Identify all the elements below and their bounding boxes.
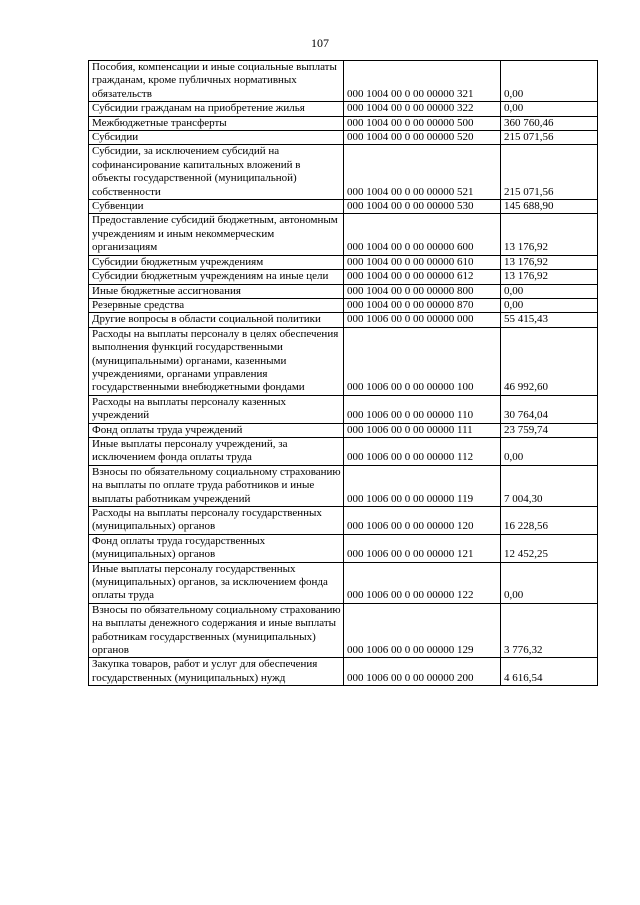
amount-cell: 215 071,56 xyxy=(501,145,598,200)
table-row xyxy=(89,131,598,145)
expense-name-cell: Расходы на выплаты персоналу государственных (муниципальных) органов xyxy=(89,507,344,535)
budget-table xyxy=(88,60,598,686)
expense-name-cell: Взносы по обязательному социальному страхованию на выплаты денежного содержания и иные выплаты работникам государственных (муниципальных) органов xyxy=(89,603,344,658)
budget-code-cell: 000 1004 00 0 00 00000 610 xyxy=(344,255,501,269)
table-row xyxy=(89,562,598,603)
amount-cell: 3 776,32 xyxy=(501,603,598,658)
amount-cell: 46 992,60 xyxy=(501,327,598,395)
budget-code-cell: 000 1006 00 0 00 00000 129 xyxy=(344,603,501,658)
budget-code-cell: 000 1006 00 0 00 00000 122 xyxy=(344,562,501,603)
amount-cell: 7 004,30 xyxy=(501,465,598,506)
amount-cell: 0,00 xyxy=(501,437,598,465)
amount-cell: 4 616,54 xyxy=(501,658,598,686)
expense-name-cell: Иные выплаты персоналу учреждений, за исключением фонда оплаты труда xyxy=(89,437,344,465)
expense-name-cell: Предоставление субсидий бюджетным, автономным учреждениям и иным некоммерческим организациям xyxy=(89,214,344,255)
amount-cell: 12 452,25 xyxy=(501,534,598,562)
budget-code-cell: 000 1004 00 0 00 00000 322 xyxy=(344,102,501,116)
amount-cell: 215 071,56 xyxy=(501,131,598,145)
budget-code-cell: 000 1004 00 0 00 00000 870 xyxy=(344,298,501,312)
expense-name-cell: Расходы на выплаты персоналу казенных учреждений xyxy=(89,395,344,423)
table-row xyxy=(89,507,598,535)
table-row xyxy=(89,603,598,658)
budget-code-cell: 000 1006 00 0 00 00000 000 xyxy=(344,313,501,327)
amount-cell: 13 176,92 xyxy=(501,255,598,269)
expense-name-cell: Фонд оплаты труда государственных (муниципальных) органов xyxy=(89,534,344,562)
table-row xyxy=(89,284,598,298)
expense-name-cell: Фонд оплаты труда учреждений xyxy=(89,423,344,437)
expense-name-cell: Субсидии xyxy=(89,131,344,145)
expense-name-cell: Закупка товаров, работ и услуг для обеспечения государственных (муниципальных) нужд xyxy=(89,658,344,686)
expense-name-cell: Субсидии бюджетным учреждениям xyxy=(89,255,344,269)
table-row xyxy=(89,465,598,506)
budget-code-cell: 000 1006 00 0 00 00000 119 xyxy=(344,465,501,506)
budget-code-cell: 000 1006 00 0 00 00000 120 xyxy=(344,507,501,535)
amount-cell: 16 228,56 xyxy=(501,507,598,535)
table-row xyxy=(89,116,598,130)
expense-name-cell: Другие вопросы в области социальной политики xyxy=(89,313,344,327)
expense-name-cell: Резервные средства xyxy=(89,298,344,312)
table-row xyxy=(89,658,598,686)
amount-cell: 0,00 xyxy=(501,562,598,603)
amount-cell: 0,00 xyxy=(501,284,598,298)
amount-cell: 360 760,46 xyxy=(501,116,598,130)
expense-name-cell: Иные бюджетные ассигнования xyxy=(89,284,344,298)
table-row xyxy=(89,214,598,255)
table-row xyxy=(89,437,598,465)
amount-cell: 0,00 xyxy=(501,102,598,116)
amount-cell: 13 176,92 xyxy=(501,214,598,255)
budget-code-cell: 000 1006 00 0 00 00000 200 xyxy=(344,658,501,686)
budget-code-cell: 000 1004 00 0 00 00000 600 xyxy=(344,214,501,255)
budget-code-cell: 000 1006 00 0 00 00000 121 xyxy=(344,534,501,562)
table-row xyxy=(89,327,598,395)
expense-name-cell: Субсидии бюджетным учреждениям на иные цели xyxy=(89,270,344,284)
page-number: 107 xyxy=(311,36,329,50)
budget-code-cell: 000 1004 00 0 00 00000 520 xyxy=(344,131,501,145)
amount-cell: 23 759,74 xyxy=(501,423,598,437)
budget-code-cell: 000 1004 00 0 00 00000 800 xyxy=(344,284,501,298)
table-row xyxy=(89,145,598,200)
table-row xyxy=(89,298,598,312)
table-row xyxy=(89,270,598,284)
expense-name-cell: Субсидии гражданам на приобретение жилья xyxy=(89,102,344,116)
expense-name-cell: Субвенции xyxy=(89,200,344,214)
table-row xyxy=(89,61,598,102)
table-row xyxy=(89,534,598,562)
expense-name-cell: Иные выплаты персоналу государственных (муниципальных) органов, за исключением фонда оплаты труда xyxy=(89,562,344,603)
budget-code-cell: 000 1006 00 0 00 00000 112 xyxy=(344,437,501,465)
budget-code-cell: 000 1004 00 0 00 00000 530 xyxy=(344,200,501,214)
budget-code-cell: 000 1006 00 0 00 00000 110 xyxy=(344,395,501,423)
expense-name-cell: Взносы по обязательному социальному страхованию на выплаты по оплате труда работников и иные выплаты работникам учреждений xyxy=(89,465,344,506)
table-row xyxy=(89,423,598,437)
expense-name-cell: Субсидии, за исключением субсидий на софинансирование капитальных вложений в объекты государственной (муниципальной) собственности xyxy=(89,145,344,200)
amount-cell: 145 688,90 xyxy=(501,200,598,214)
budget-table-body xyxy=(89,61,598,686)
amount-cell: 30 764,04 xyxy=(501,395,598,423)
budget-code-cell: 000 1004 00 0 00 00000 500 xyxy=(344,116,501,130)
budget-code-cell: 000 1004 00 0 00 00000 321 xyxy=(344,61,501,102)
budget-code-cell: 000 1004 00 0 00 00000 612 xyxy=(344,270,501,284)
amount-cell: 13 176,92 xyxy=(501,270,598,284)
amount-cell: 0,00 xyxy=(501,298,598,312)
amount-cell: 55 415,43 xyxy=(501,313,598,327)
expense-name-cell: Расходы на выплаты персоналу в целях обеспечения выполнения функций государственными (муниципальными) органами, казенными учреждениями, органами управления государственными внебюджетными фондами xyxy=(89,327,344,395)
expense-name-cell: Пособия, компенсации и иные социальные выплаты гражданам, кроме публичных нормативных обязательств xyxy=(89,61,344,102)
table-row xyxy=(89,255,598,269)
budget-code-cell: 000 1006 00 0 00 00000 111 xyxy=(344,423,501,437)
amount-cell: 0,00 xyxy=(501,61,598,102)
table-row xyxy=(89,102,598,116)
table-row xyxy=(89,200,598,214)
table-row xyxy=(89,395,598,423)
table-row xyxy=(89,313,598,327)
expense-name-cell: Межбюджетные трансферты xyxy=(89,116,344,130)
budget-code-cell: 000 1004 00 0 00 00000 521 xyxy=(344,145,501,200)
budget-code-cell: 000 1006 00 0 00 00000 100 xyxy=(344,327,501,395)
